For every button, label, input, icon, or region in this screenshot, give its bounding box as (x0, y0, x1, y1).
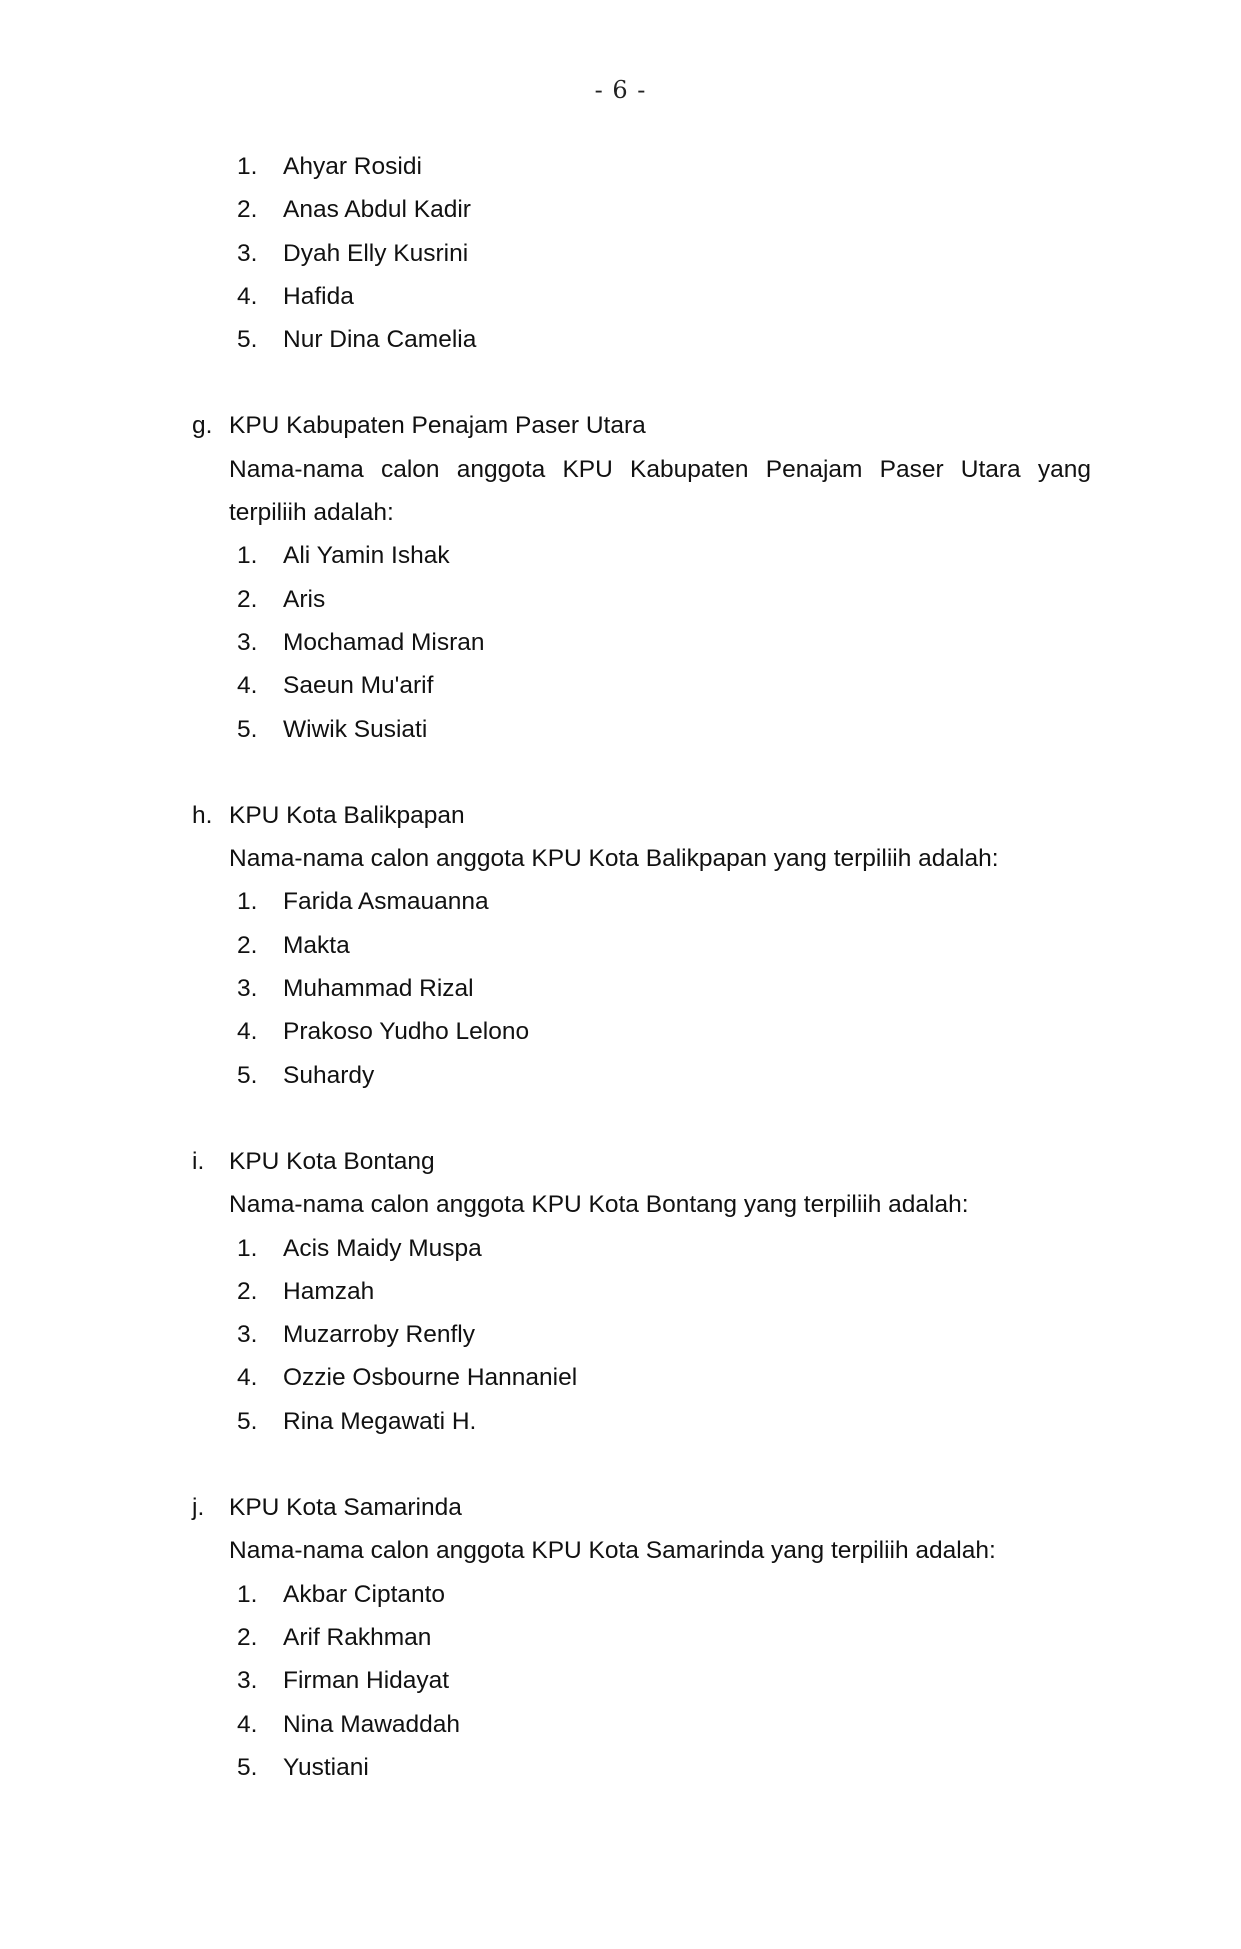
name-list (0, 1573, 1241, 1789)
list-item-number: 3. (237, 1321, 258, 1349)
list-item-number: 3. (237, 239, 258, 267)
section-letter: h. (192, 801, 213, 829)
section-intro: Nama-nama calon anggota KPU Kota Balikpapan yang terpiliih adalah: (229, 845, 999, 873)
page-number: - 6 - (594, 76, 647, 104)
list-item-number: 5. (237, 1753, 258, 1781)
list-item-name: Wiwik Susiati (283, 715, 428, 743)
section-title: KPU Kabupaten Penajam Paser Utara (229, 412, 646, 440)
section-heading (0, 1486, 1241, 1529)
list-item-number: 1. (237, 888, 258, 916)
document-body (0, 145, 1241, 1789)
list-item-name: Muhammad Rizal (283, 975, 474, 1003)
section-kpu-penajam-paser-utara (0, 404, 1241, 750)
section-heading (0, 1140, 1241, 1183)
list-item-name: Ozzie Osbourne Hannaniel (283, 1364, 578, 1392)
list-item-number: 3. (237, 975, 258, 1003)
name-list (0, 880, 1241, 1096)
list-item-number: 1. (237, 1234, 258, 1262)
list-item-number: 2. (237, 1623, 258, 1651)
list-item (0, 1270, 1241, 1313)
list-item-number: 1. (237, 1580, 258, 1608)
list-item (0, 924, 1241, 967)
section-kpu-kota-samarinda (0, 1486, 1241, 1789)
list-item-name: Akbar Ciptanto (283, 1580, 446, 1608)
list-item (0, 621, 1241, 664)
list-item (0, 1400, 1241, 1443)
list-item (0, 1616, 1241, 1659)
section-title: KPU Kota Bontang (229, 1147, 435, 1175)
list-item-number: 4. (237, 1364, 258, 1392)
list-item (0, 880, 1241, 923)
list-item (0, 318, 1241, 361)
list-item-name: Hafida (283, 282, 354, 310)
section-intro: Nama-nama calon anggota KPU Kabupaten Penajam Paser Utara yang terpiliih adalah: (229, 455, 1091, 527)
list-item-name: Rina Megawati H. (283, 1407, 477, 1435)
list-item-number: 2. (237, 931, 258, 959)
list-item-name: Hamzah (283, 1277, 375, 1305)
name-list (0, 534, 1241, 750)
section-title: KPU Kota Samarinda (229, 1494, 462, 1522)
list-item-name: Nina Mawaddah (283, 1710, 461, 1738)
list-item-number: 5. (237, 1407, 258, 1435)
list-item-number: 4. (237, 1710, 258, 1738)
list-item-name: Firman Hidayat (283, 1667, 450, 1695)
list-item-name: Yustiani (283, 1753, 369, 1781)
list-item-number: 4. (237, 1018, 258, 1046)
list-item-number: 3. (237, 1667, 258, 1695)
list-item (0, 275, 1241, 318)
list-item (0, 1313, 1241, 1356)
section-title: KPU Kota Balikpapan (229, 801, 465, 829)
list-item-number: 5. (237, 715, 258, 743)
list-item-number: 4. (237, 282, 258, 310)
list-item-name: Farida Asmauanna (283, 888, 489, 916)
list-item-number: 5. (237, 1061, 258, 1089)
list-item-number: 2. (237, 1277, 258, 1305)
list-item (0, 1573, 1241, 1616)
list-item-name: Acis Maidy Muspa (283, 1234, 482, 1262)
list-item-name: Dyah Elly Kusrini (283, 239, 469, 267)
list-item (0, 708, 1241, 751)
list-item (0, 1659, 1241, 1702)
list-item-name: Arif Rakhman (283, 1623, 432, 1651)
list-item (0, 1010, 1241, 1053)
section-intro: Nama-nama calon anggota KPU Kota Bontang yang terpiliih adalah: (229, 1191, 969, 1219)
list-item (0, 967, 1241, 1010)
section-letter: i. (192, 1147, 205, 1175)
list-item (0, 1227, 1241, 1270)
list-item (0, 1703, 1241, 1746)
continued-name-list (0, 145, 1241, 361)
list-item (0, 578, 1241, 621)
list-item-number: 1. (237, 153, 258, 180)
list-item-name: Suhardy (283, 1061, 375, 1089)
section-letter: j. (192, 1494, 205, 1522)
list-item (0, 188, 1241, 231)
list-item (0, 1746, 1241, 1789)
list-item (0, 534, 1241, 577)
list-item-name: Nur Dina Camelia (283, 326, 477, 354)
list-item-number: 5. (237, 326, 258, 354)
list-item-number: 1. (237, 542, 258, 570)
section-heading (0, 404, 1241, 447)
list-item (0, 232, 1241, 275)
list-item-name: Aris (283, 585, 326, 613)
list-item (0, 1356, 1241, 1399)
list-item-name: Anas Abdul Kadir (283, 196, 471, 224)
list-item (0, 664, 1241, 707)
list-item-number: 2. (237, 196, 258, 224)
list-item-name: Ahyar Rosidi (283, 153, 422, 180)
list-item-number: 3. (237, 628, 258, 656)
list-item-name: Saeun Mu'arif (283, 672, 434, 700)
name-list (0, 1227, 1241, 1443)
section-heading (0, 794, 1241, 837)
list-item-name: Mochamad Misran (283, 628, 485, 656)
list-item (0, 1054, 1241, 1097)
section-intro: Nama-nama calon anggota KPU Kota Samarinda yang terpiliih adalah: (229, 1537, 996, 1565)
list-item-name: Muzarroby Renfly (283, 1321, 475, 1349)
section-letter: g. (192, 412, 213, 440)
list-item-name: Prakoso Yudho Lelono (283, 1018, 530, 1046)
list-item-name: Makta (283, 931, 350, 959)
list-item (0, 145, 1241, 188)
section-kpu-kota-bontang (0, 1140, 1241, 1443)
list-item-number: 4. (237, 672, 258, 700)
list-item-name: Ali Yamin Ishak (283, 542, 450, 570)
section-kpu-kota-balikpapan (0, 794, 1241, 1097)
list-item-number: 2. (237, 585, 258, 613)
